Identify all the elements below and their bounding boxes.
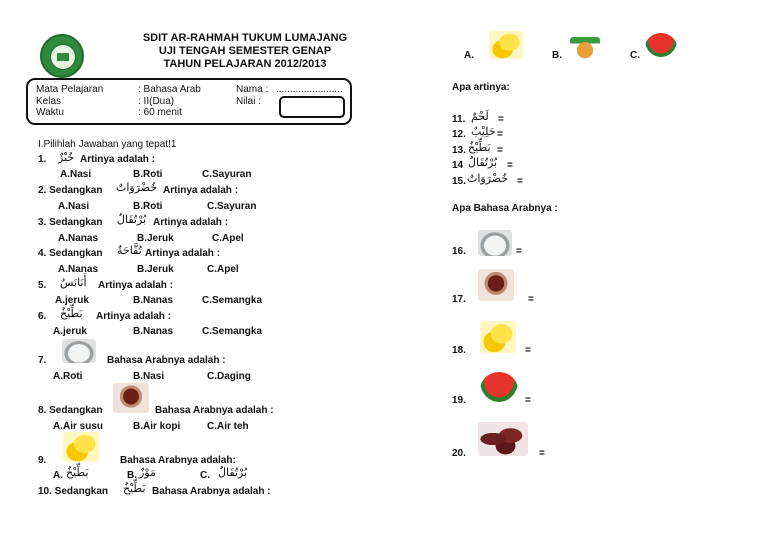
nilai-label: Nilai : <box>236 96 262 107</box>
pineapple-image <box>570 37 600 59</box>
item-11-arabic: لَحْمٌ <box>471 110 489 123</box>
q3-prefix: 3. Sedangkan <box>38 217 103 228</box>
q10-arabic: بَطِّيْخٌ <box>123 482 146 495</box>
exam-title: UJI TENGAH SEMESTER GENAP <box>158 45 332 57</box>
q9-text: Bahasa Arabnya adalah: <box>120 455 236 466</box>
q8-option-b[interactable]: B.Air kopi <box>133 421 181 432</box>
item-15-answer[interactable]: = <box>517 176 523 187</box>
q4-text: Artinya adalah : <box>145 248 221 259</box>
watermelon-image <box>645 33 677 57</box>
q9-option-a-arabic: بَطِّيْخٌ <box>66 466 89 479</box>
q8-text: Bahasa Arabnya adalah : <box>155 405 274 416</box>
q4-option-a[interactable]: A.Nanas <box>58 264 99 275</box>
item-15-arabic: خُضْرَوَاتٌ <box>467 172 509 185</box>
q8-prefix: 8. Sedangkan <box>38 405 103 416</box>
q4-option-b[interactable]: B.Jeruk <box>137 264 174 275</box>
rice-image <box>478 230 512 256</box>
q7-option-a[interactable]: A.Roti <box>53 371 83 382</box>
q5-text: Artinya adalah : <box>98 280 174 291</box>
item-19-answer[interactable]: = <box>525 395 531 406</box>
q3-option-b[interactable]: B.Jeruk <box>137 233 174 244</box>
section-apa-artinya: Apa artinya: <box>452 82 510 93</box>
q2-text: Artinya adalah : <box>163 185 239 196</box>
item-16-number: 16. <box>452 246 466 257</box>
rice-image <box>62 339 96 363</box>
q2-option-c[interactable]: C.Sayuran <box>207 201 257 212</box>
waktu-value: : 60 menit <box>138 107 182 118</box>
dates-image <box>478 422 528 456</box>
q2-arabic: خُضْرَوَاتٌ <box>116 181 158 194</box>
q9-option-a[interactable]: A. <box>53 470 63 481</box>
school-name: SDIT AR-RAHMAH TUKUM LUMAJANG <box>142 32 348 44</box>
q5-arabic: أَنَانَسٌ <box>60 276 87 289</box>
q2-option-a[interactable]: A.Nasi <box>58 201 90 212</box>
nama-field[interactable]: ........................ <box>276 84 343 95</box>
q2-option-b[interactable]: B.Roti <box>133 201 163 212</box>
right-option-b[interactable]: B. <box>552 50 562 61</box>
waktu-label: Waktu <box>36 107 64 118</box>
instruction: I.Pilihlah Jawaban yang tepat!1 <box>38 139 177 150</box>
q7-option-b[interactable]: B.Nasi <box>133 371 165 382</box>
q9-option-c-arabic: بُرْتُقَالٌ <box>218 466 248 479</box>
item-12-arabic: حَلِيْبٌ <box>471 125 496 138</box>
right-option-c[interactable]: C. <box>630 50 640 61</box>
q6-number: 6. <box>38 311 47 322</box>
item-14-answer[interactable]: = <box>507 160 513 171</box>
q9-option-b[interactable]: B. <box>127 470 137 481</box>
item-14-arabic: بُرْتُقَالٌ <box>468 156 498 169</box>
item-12-number: 12. <box>452 129 466 140</box>
item-20-answer[interactable]: = <box>539 448 545 459</box>
q1-option-a[interactable]: A.Nasi <box>60 169 92 180</box>
watermelon-image <box>480 372 518 402</box>
q4-prefix: 4. Sedangkan <box>38 248 103 259</box>
tea-image <box>478 269 514 301</box>
item-13-answer[interactable]: = <box>497 145 503 156</box>
q3-option-a[interactable]: A.Nanas <box>58 233 99 244</box>
q8-option-a[interactable]: A.Air susu <box>53 421 104 432</box>
right-option-a[interactable]: A. <box>464 50 474 61</box>
q2-prefix: 2. Sedangkan <box>38 185 103 196</box>
q6-option-c[interactable]: C.Semangka <box>202 326 263 337</box>
q1-arabic: خُبْزٌ <box>58 151 75 164</box>
section-apa-bahasa-arab: Apa Bahasa Arabnya : <box>452 203 558 214</box>
q1-option-b[interactable]: B.Roti <box>133 169 163 180</box>
item-19-number: 19. <box>452 395 466 406</box>
item-18-answer[interactable]: = <box>525 345 531 356</box>
item-12-answer[interactable]: = <box>497 129 503 140</box>
mapel-label: Mata Pelajaran <box>36 84 104 95</box>
mapel-value: : Bahasa Arab <box>138 84 201 95</box>
nilai-field[interactable] <box>279 96 345 118</box>
q7-text: Bahasa Arabnya adalah : <box>107 355 226 366</box>
q5-option-a[interactable]: A.jeruk <box>55 295 89 306</box>
nama-label: Nama : <box>236 84 269 95</box>
item-11-number: 11. <box>452 114 466 125</box>
q1-number: 1. <box>38 154 47 165</box>
q1-option-c[interactable]: C.Sayuran <box>202 169 252 180</box>
item-13-number: 13. <box>452 145 466 156</box>
item-11-answer[interactable]: = <box>498 114 504 125</box>
q6-option-b[interactable]: B.Nanas <box>133 326 174 337</box>
q6-option-a[interactable]: A.jeruk <box>53 326 87 337</box>
q3-arabic: بُرْتُقَالٌ <box>117 213 147 226</box>
tea-image <box>113 383 149 413</box>
item-20-number: 20. <box>452 448 466 459</box>
banana-image <box>489 31 523 59</box>
item-13-arabic: بَطِّيْخٌ <box>468 141 491 154</box>
q3-option-c[interactable]: C.Apel <box>212 233 244 244</box>
q7-number: 7. <box>38 355 47 366</box>
q9-option-b-arabic: مَوْزٌ <box>139 466 156 479</box>
q9-option-c[interactable]: C. <box>200 470 210 481</box>
q3-text: Artinya adalah : <box>153 217 229 228</box>
school-logo <box>40 34 84 78</box>
item-16-answer[interactable]: = <box>516 246 522 257</box>
item-17-number: 17. <box>452 294 466 305</box>
item-18-number: 18. <box>452 345 466 356</box>
q5-option-c[interactable]: C.Semangka <box>202 295 263 306</box>
q8-option-c[interactable]: C.Air teh <box>207 421 249 432</box>
q5-option-b[interactable]: B.Nanas <box>133 295 174 306</box>
kelas-label: Kelas <box>36 96 62 107</box>
book-icon <box>57 53 69 61</box>
q9-number: 9. <box>38 455 47 466</box>
q10-text: Bahasa Arabnya adalah : <box>152 486 271 497</box>
q1-text: Artinya adalah : <box>80 154 156 165</box>
q6-arabic: بَطِّيْخٌ <box>60 307 83 320</box>
q7-option-c[interactable]: C.Daging <box>207 371 251 382</box>
item-17-answer[interactable]: = <box>528 294 534 305</box>
q4-arabic: تُفَّاحَةٌ <box>117 244 142 257</box>
banana-image <box>63 432 99 462</box>
item-14-number: 14 <box>452 160 464 171</box>
q5-number: 5. <box>38 280 47 291</box>
academic-year: TAHUN PELAJARAN 2012/2013 <box>163 58 327 70</box>
kelas-value: : II(Dua) <box>138 96 175 107</box>
q10-prefix: 10. Sedangkan <box>38 486 109 497</box>
q6-text: Artinya adalah : <box>96 311 172 322</box>
q4-option-c[interactable]: C.Apel <box>207 264 239 275</box>
banana-image <box>480 321 516 353</box>
item-15-number: 15. <box>452 176 466 187</box>
